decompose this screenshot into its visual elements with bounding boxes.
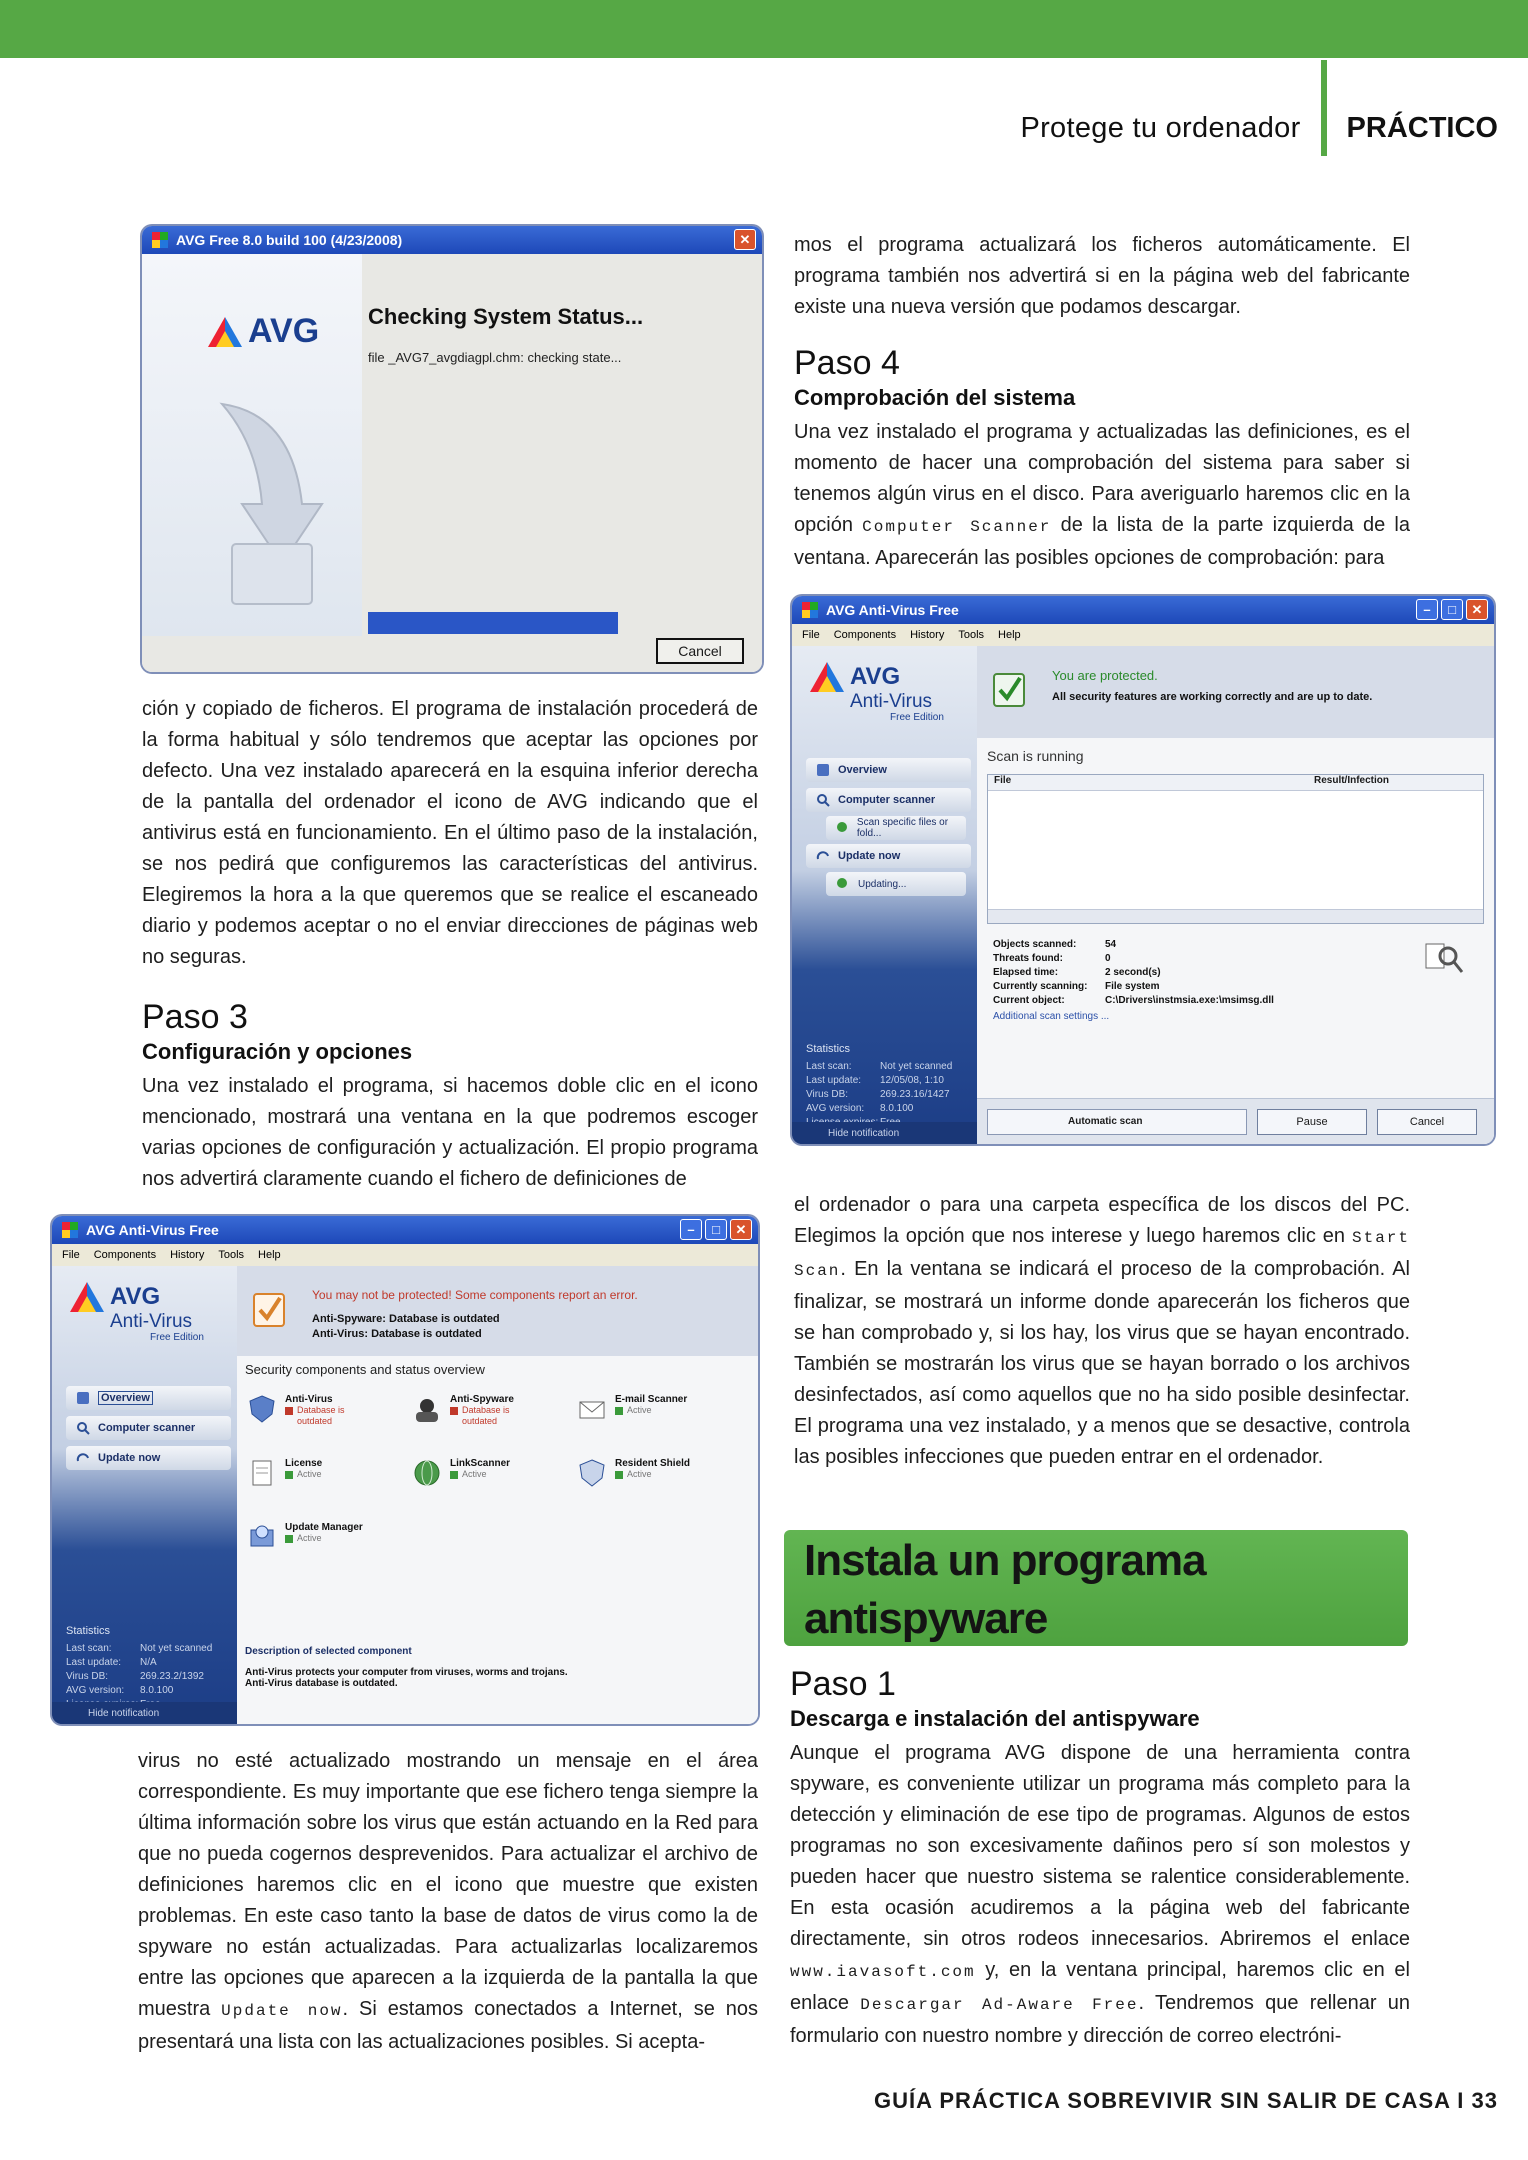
overview-icon xyxy=(816,763,830,777)
paso3-subtitle: Configuración y opciones xyxy=(142,1039,413,1064)
overview-window xyxy=(52,1216,758,1724)
menu-help[interactable]: Help xyxy=(258,1249,281,1261)
component-anti-virus[interactable]: Anti-Virus Database is outdated xyxy=(247,1394,407,1427)
scan-details: Objects scanned: 54 Threats found: 0 Elapsed time: 2 second(s) Currently scanning: File system Current object: C:\Drivers\instmsia.exe:\msimsg.dll Additional scan settings ... xyxy=(993,939,1274,1022)
overview-panel xyxy=(237,1356,758,1724)
scan-cancel-button[interactable]: Cancel xyxy=(1377,1109,1477,1135)
section-heading: Instala un programa antispyware xyxy=(804,1536,1206,1643)
top-accent-bar xyxy=(0,0,1528,58)
left-column-middle xyxy=(142,694,758,1195)
additional-settings-link[interactable]: Additional scan settings ... xyxy=(993,1011,1110,1022)
results-table xyxy=(987,774,1484,924)
installer-window xyxy=(142,226,762,672)
installer-progress-bar xyxy=(368,612,618,634)
update-manager-icon xyxy=(247,1522,277,1552)
magnifier-icon xyxy=(76,1421,90,1435)
overview-body xyxy=(52,1266,758,1724)
active-dot-icon xyxy=(450,1471,458,1479)
maximize-icon[interactable]: □ xyxy=(705,1219,727,1240)
menu-help[interactable]: Help xyxy=(998,629,1021,641)
nav-computer-scanner[interactable]: Computer scanner xyxy=(806,788,971,812)
status-message: Anti-Spyware: Database is outdated Anti-Virus: Database is outdated xyxy=(312,1313,500,1340)
right-column-top xyxy=(794,230,1410,574)
overview-titlebar xyxy=(52,1216,758,1244)
close-icon[interactable]: ✕ xyxy=(1466,599,1488,620)
component-email-scanner[interactable]: E-mail Scanner Active xyxy=(577,1394,737,1424)
paso4-title: Paso 4 xyxy=(794,344,900,382)
overview-title: AVG Anti-Virus Free xyxy=(86,1222,219,1238)
active-dot-icon xyxy=(285,1535,293,1543)
installer-title: AVG Free 8.0 build 100 (4/23/2008) xyxy=(176,232,403,248)
hide-notification-link[interactable]: Hide notification xyxy=(792,1122,977,1144)
nav-update-now[interactable]: Update now xyxy=(806,844,971,868)
nav-overview[interactable]: Overview xyxy=(806,758,971,782)
table-scrollbar[interactable] xyxy=(988,909,1483,923)
nav-scan-specific[interactable]: Scan specific files or fold... xyxy=(826,816,966,840)
col-file-header[interactable]: File xyxy=(994,775,1012,786)
header-section: Protege tu ordenador xyxy=(1020,111,1301,144)
scan-title: AVG Anti-Virus Free xyxy=(826,602,959,618)
error-dot-icon xyxy=(450,1407,458,1415)
minimize-icon[interactable]: – xyxy=(1416,599,1438,620)
panel-heading: Security components and status overview xyxy=(245,1362,485,1377)
globe-icon xyxy=(412,1458,442,1488)
paso1-subtitle: Descarga e instalación del antispyware xyxy=(790,1706,1200,1731)
component-license[interactable]: License Active xyxy=(247,1458,407,1488)
magnifier-icon xyxy=(816,793,830,807)
download-arrow-icon xyxy=(212,394,332,614)
close-icon[interactable]: ✕ xyxy=(734,229,756,250)
maximize-icon[interactable]: □ xyxy=(1441,599,1463,620)
status-title: You may not be protected! Some components report an error. xyxy=(312,1288,638,1302)
menu-file[interactable]: File xyxy=(802,629,820,641)
scan-window xyxy=(792,596,1494,1144)
nav-overview[interactable]: Overview xyxy=(66,1386,231,1410)
page-footer: GUÍA PRÁCTICA SOBREVIVIR SIN SALIR DE CASA I 33 xyxy=(874,2088,1498,2113)
installer-body xyxy=(142,254,762,672)
automatic-scan-slider[interactable]: Automatic scan xyxy=(987,1109,1247,1135)
spy-icon xyxy=(412,1394,442,1424)
avg-logo-icon xyxy=(810,662,844,692)
license-icon xyxy=(247,1458,277,1488)
component-anti-spyware[interactable]: Anti-Spyware Database is outdated xyxy=(412,1394,572,1427)
scan-paragraph: el ordenador o para una carpeta específica de los discos del PC. Elegimos la opción que nos interese y luego haremos clic en Start Scan. En la ventana se indicará el proceso de la comprobación. Al finalizar, se mostrará un informe donde aparecerán los ficheros que se han comprobado y, si los hay, los virus que se hayan encontrado. También se mostrarán los virus que se hayan borrado o los archivos desinfectados, así como aquellos que no ha sido posible desinfectar. El programa una vez instalado, y a menos que se desactive, controla las posibles infecciones que pueden entrar en el ordenador. xyxy=(794,1194,1410,1468)
installer-logo: AVG xyxy=(208,312,319,351)
avg-flag-icon xyxy=(802,602,818,618)
active-dot-icon xyxy=(285,1471,293,1479)
installer-file-line: file _AVG7_avgdiagpl.chm: checking state... xyxy=(368,350,622,365)
scan-menubar xyxy=(792,624,1494,646)
installation-paragraph: ción y copiado de ficheros. El programa de instalación procederá de la forma habitual y sólo tendremos que aceptar las opciones por defecto. Una vez instalado aparecerá en la esquina inferior derecha de la pantalla del ordenador el icono de AVG indicando que el antivirus está en funcionamiento. En el último paso de la instalación, se nos pedirá que configuremos las características del antivirus. Elegiremos la hora a la que queremos que se realice el escaneado diario y podemos aceptar o no el enviar direcciones de páginas web no seguras. xyxy=(142,698,758,968)
component-linkscanner[interactable]: LinkScanner Active xyxy=(412,1458,572,1488)
scan-avg-logo: AVG Anti-Virus Free Edition xyxy=(810,662,944,723)
avg-logo-icon xyxy=(70,1282,104,1312)
menu-tools[interactable]: Tools xyxy=(218,1249,245,1261)
paso3-title: Paso 3 xyxy=(142,998,248,1036)
status-message: All security features are working correctly and are up to date. xyxy=(1052,691,1373,703)
avg-logo-icon xyxy=(208,317,242,347)
menu-tools[interactable]: Tools xyxy=(958,629,985,641)
update-paragraph: virus no esté actualizado mostrando un mensaje en el área correspondiente. Es muy importante que ese fichero tenga siempre la última información sobre los virus que están actuando en la Red para que no pueda cogernos desprevenidos. Para actualizar el archivo de definiciones haremos clic en el icono que muestre que existen problemas. En este caso tanto la base de datos de virus como la de spyware no están actualizadas. Para actualizarlas localizaremos entre las opciones que aparecen a la izquierda de la pantalla la que muestra Update now. Si estamos conectados a Internet, se nos presentará una lista con las actualizaciones posibles. Si acepta- xyxy=(138,1750,758,2053)
inline-code: Computer Scanner xyxy=(862,518,1052,536)
error-dot-icon xyxy=(285,1407,293,1415)
menu-components[interactable]: Components xyxy=(833,629,897,641)
page-header xyxy=(1020,96,1498,160)
scan-panel xyxy=(977,738,1494,1144)
website-link[interactable]: www.iavasoft.com xyxy=(790,1963,976,1981)
right-column-bottom xyxy=(790,1664,1410,2052)
menu-history[interactable]: History xyxy=(170,1249,205,1261)
email-icon xyxy=(577,1394,607,1424)
green-dot-icon xyxy=(836,877,850,891)
status-title: You are protected. xyxy=(1052,668,1158,683)
scan-body xyxy=(792,646,1494,1144)
installer-heading: Checking System Status... xyxy=(368,304,644,329)
component-description: Description of selected component Anti-Virus protects your computer from viruses, worms and trojans. Anti-Virus database is outdated. xyxy=(245,1646,568,1689)
cancel-button[interactable]: Cancel xyxy=(656,638,744,664)
green-dot-icon xyxy=(836,821,849,835)
paso4-subtitle: Comprobación del sistema xyxy=(794,385,1076,410)
intro-paragraph: mos el programa actualizará los ficheros automáticamente. El programa también nos advertirá si en la página web del fabricante existe una nueva versión que podamos descargar. xyxy=(794,234,1410,318)
inline-code: Update now xyxy=(221,2002,343,2020)
left-column-bottom xyxy=(138,1746,758,2058)
hide-notification-link[interactable]: Hide notification xyxy=(52,1702,237,1724)
overview-menubar xyxy=(52,1244,758,1266)
minimize-icon[interactable]: – xyxy=(680,1219,702,1240)
nav-computer-scanner[interactable]: Computer scanner xyxy=(66,1416,231,1440)
paso1-title: Paso 1 xyxy=(790,1665,896,1703)
overview-avg-logo: AVG Anti-Virus Free Edition xyxy=(70,1282,204,1343)
bottom-bar xyxy=(977,1098,1494,1144)
scan-statistics: Statistics Last scan: Not yet scanned Last update: 12/05/08, 1:10 Virus DB: 269.23.16/1427 AVG version: 8.0.100 xyxy=(806,1043,953,1114)
update-icon xyxy=(76,1451,90,1465)
menu-components[interactable]: Components xyxy=(93,1249,157,1261)
search-files-icon xyxy=(1424,938,1464,978)
inline-code: Start Scan xyxy=(794,1229,1410,1280)
shield-check-icon xyxy=(992,670,1026,710)
nav-update-now[interactable]: Update now xyxy=(66,1446,231,1470)
installer-titlebar xyxy=(142,226,762,254)
menu-history[interactable]: History xyxy=(910,629,945,641)
active-dot-icon xyxy=(615,1471,623,1479)
component-update-manager[interactable]: Update Manager Active xyxy=(247,1522,407,1552)
overview-statistics: Statistics Last scan: Not yet scanned Last update: N/A Virus DB: 269.23.2/1392 AVG version: 8.0.100 xyxy=(66,1625,213,1696)
overview-icon xyxy=(76,1391,90,1405)
resident-shield-icon xyxy=(577,1458,607,1488)
pause-button[interactable]: Pause xyxy=(1257,1109,1367,1135)
avg-flag-icon xyxy=(152,232,168,248)
close-icon[interactable]: ✕ xyxy=(730,1219,752,1240)
avg-flag-icon xyxy=(62,1222,78,1238)
section-heading-box xyxy=(784,1530,1408,1646)
paso3-paragraph: Una vez instalado el programa, si hacemos doble clic en el icono mencionado, mostrará una ventana en la que podremos escoger varias opciones de configuración y actualización. El propio programa nos advertirá claramente cuando el fichero de definiciones de xyxy=(142,1075,758,1190)
warning-check-icon xyxy=(252,1290,286,1330)
col-result-header[interactable]: Result/Infection xyxy=(1314,775,1390,786)
paso4-paragraph: Una vez instalado el programa y actualizadas las definiciones, es el momento de hacer una comprobación del sistema para saber si tenemos algún virus en el disco. Para averiguarlo haremos clic en la opción Computer Scanner de la lista de la parte izquierda de la ventana. Aparecerán las posibles opciones de comprobación: para xyxy=(794,421,1411,569)
right-column-middle xyxy=(794,1190,1410,1473)
paso1-paragraph: Aunque el programa AVG dispone de una herramienta contra spyware, es conveniente utilizar un programa más completo para la detección y eliminación de ese tipo de programas. Algunos de estos programas no son excesivamente dañinos pero sí son molestos y pueden hacer que nuestro sistema se ralentice considerablemente. En esta ocasión acudiremos a la página web del fabricante directamente, sin otros rodeos innecesarios. Abriremos el enlace www.iavasoft.com y, en la ventana principal, haremos clic en el enlace Descargar Ad-Aware Free. Tendremos que rellenar un formulario con nuestro nombre y dirección de correo electróni- xyxy=(790,1742,1411,2047)
nav-updating[interactable]: Updating... xyxy=(826,872,966,896)
scan-heading: Scan is running xyxy=(987,748,1084,764)
inline-code: Descargar Ad-Aware Free xyxy=(860,1996,1139,2014)
component-resident-shield[interactable]: Resident Shield Active xyxy=(577,1458,737,1488)
header-category: PRÁCTICO xyxy=(1346,111,1498,144)
update-icon xyxy=(816,849,830,863)
shield-icon xyxy=(247,1394,277,1424)
scan-titlebar xyxy=(792,596,1494,624)
menu-file[interactable]: File xyxy=(62,1249,80,1261)
active-dot-icon xyxy=(615,1407,623,1415)
